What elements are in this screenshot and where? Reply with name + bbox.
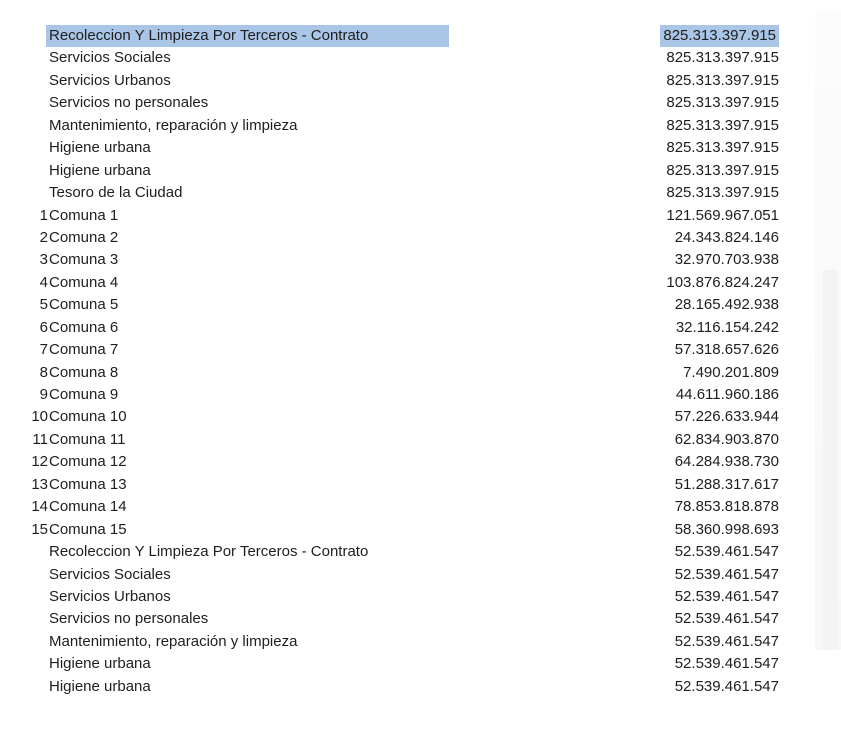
row-label: Higiene urbana: [49, 161, 151, 179]
table-row[interactable]: [0, 451, 841, 473]
table-row[interactable]: [0, 272, 841, 294]
row-amount: 7.490.201.809: [683, 363, 779, 381]
row-label: Comuna 1: [49, 206, 119, 224]
row-amount: 78.853.818.878: [674, 498, 779, 516]
row-amount: 52.539.461.547: [674, 655, 779, 673]
row-label: Higiene urbana: [49, 677, 151, 695]
table-row[interactable]: [0, 586, 841, 608]
row-number: 12: [31, 453, 48, 471]
row-label: Mantenimiento, reparación y limpieza: [49, 632, 298, 650]
row-number: 2: [39, 228, 48, 246]
table-row[interactable]: [0, 70, 841, 92]
table-row[interactable]: [0, 406, 841, 428]
table-row[interactable]: [0, 47, 841, 69]
row-label: Servicios Sociales: [49, 49, 171, 67]
row-amount: 24.343.824.146: [674, 228, 779, 246]
row-amount: 44.611.960.186: [675, 386, 779, 403]
row-label: Recoleccion Y Limpieza Por Terceros - Contrato: [46, 25, 449, 47]
row-amount: 52.539.461.547: [674, 565, 779, 583]
table-row[interactable]: [0, 474, 841, 496]
row-amount: 825.313.397.915: [666, 94, 779, 112]
row-label: Servicios Urbanos: [49, 71, 171, 89]
row-label: Higiene urbana: [49, 655, 151, 673]
row-amount: 825.313.397.915: [660, 25, 779, 47]
row-amount: 825.313.397.915: [666, 161, 779, 179]
table-row[interactable]: [0, 631, 841, 653]
row-number: 6: [39, 318, 48, 336]
row-amount: 52.539.461.547: [674, 587, 779, 605]
table-row[interactable]: [0, 294, 841, 316]
row-label: Servicios no personales: [49, 610, 209, 628]
row-label: Comuna 5: [49, 296, 119, 314]
row-label: Comuna 13: [49, 475, 127, 493]
row-amount: 64.284.938.730: [674, 453, 779, 471]
row-amount: 825.313.397.915: [666, 184, 779, 202]
data-table: [0, 25, 841, 698]
row-label: Comuna 4: [49, 273, 119, 291]
row-amount: 52.539.461.547: [674, 677, 779, 695]
row-amount: 103.876.824.247: [666, 273, 779, 291]
table-row[interactable]: [0, 519, 841, 541]
row-amount: 825.313.397.915: [666, 49, 779, 67]
row-amount: 57.318.657.626: [674, 341, 779, 359]
table-row[interactable]: [0, 676, 841, 698]
row-number: 13: [31, 475, 48, 493]
row-number: 5: [39, 296, 48, 314]
row-number: 15: [31, 520, 48, 538]
table-row[interactable]: [0, 227, 841, 249]
table-row[interactable]: [0, 115, 841, 137]
row-label: Comuna 10: [49, 408, 127, 426]
row-amount: 51.288.317.617: [674, 475, 779, 493]
row-amount: 825.313.397.915: [666, 139, 779, 157]
row-number: 11: [32, 430, 48, 448]
row-label: Comuna 2: [49, 228, 119, 246]
row-number: 1: [39, 206, 48, 224]
row-amount: 28.165.492.938: [674, 296, 779, 314]
row-number: 3: [39, 251, 48, 269]
row-label: Comuna 12: [49, 453, 127, 471]
row-number: 7: [39, 341, 48, 359]
row-amount: 32.116.154.242: [675, 318, 779, 336]
row-amount: 825.313.397.915: [666, 71, 779, 89]
table-row[interactable]: [0, 608, 841, 630]
row-label: Servicios no personales: [49, 94, 209, 112]
row-amount: 825.313.397.915: [666, 116, 779, 134]
row-label: Comuna 8: [49, 363, 119, 381]
table-row[interactable]: [0, 182, 841, 204]
table-row[interactable]: [0, 496, 841, 518]
row-label: Servicios Urbanos: [49, 587, 171, 605]
row-label: Servicios Sociales: [49, 565, 171, 583]
table-row[interactable]: [0, 205, 841, 227]
row-label: Comuna 9: [49, 386, 119, 403]
table-row[interactable]: [0, 160, 841, 182]
table-row[interactable]: [0, 249, 841, 271]
table-row[interactable]: [0, 541, 841, 563]
row-label: Comuna 3: [49, 251, 119, 269]
row-label: Comuna 6: [49, 318, 119, 336]
table-row[interactable]: [0, 429, 841, 451]
row-label: Recoleccion Y Limpieza Por Terceros - Contrato: [49, 543, 369, 561]
row-number: 8: [39, 363, 48, 381]
row-amount: 58.360.998.693: [674, 520, 779, 538]
row-label: Comuna 15: [49, 520, 127, 538]
row-amount: 62.834.903.870: [674, 430, 779, 448]
row-amount: 52.539.461.547: [674, 543, 779, 561]
row-amount: 52.539.461.547: [674, 632, 779, 650]
row-amount: 32.970.703.938: [674, 251, 779, 269]
row-number: 14: [31, 498, 48, 516]
row-label: Tesoro de la Ciudad: [49, 184, 183, 202]
table-row[interactable]: [0, 92, 841, 114]
table-row[interactable]: [0, 137, 841, 159]
row-label: Higiene urbana: [49, 139, 151, 157]
table-row[interactable]: [0, 362, 841, 384]
row-amount: 57.226.633.944: [674, 408, 779, 426]
row-label: Comuna 14: [49, 498, 127, 516]
table-row[interactable]: [0, 317, 841, 339]
row-label: Mantenimiento, reparación y limpieza: [49, 116, 298, 134]
table-row[interactable]: [0, 384, 841, 406]
table-row[interactable]: [0, 564, 841, 586]
row-number: 10: [31, 408, 48, 426]
row-amount: 121.569.967.051: [666, 206, 779, 224]
row-number: 9: [39, 386, 48, 403]
row-number: 4: [39, 273, 48, 291]
table-row[interactable]: [0, 25, 841, 47]
table-row[interactable]: [0, 653, 841, 675]
row-label: Comuna 11: [49, 430, 126, 448]
table-row[interactable]: [0, 339, 841, 361]
row-amount: 52.539.461.547: [674, 610, 779, 628]
row-label: Comuna 7: [49, 341, 119, 359]
